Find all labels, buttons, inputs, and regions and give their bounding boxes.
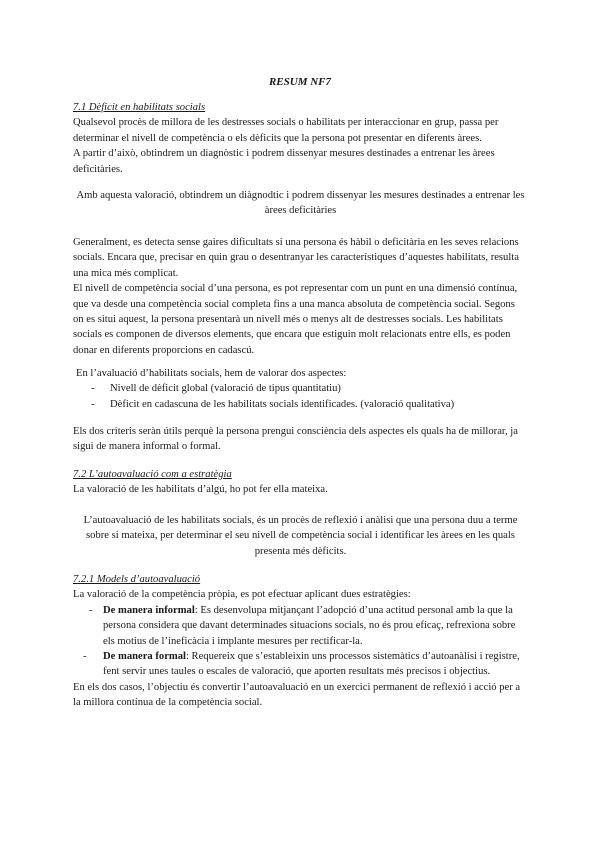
strategies-list bbox=[73, 603, 528, 680]
paragraph: La valoració de les habilitats d’algú, ho pot fer ella mateixa. bbox=[73, 484, 328, 496]
list-marker: - bbox=[83, 651, 87, 663]
highlight-quote: L’autoavaluació de les habilitats socials, és un procès de reflexió i anàlisi que una persona duu a terme sobre si mateixa, per determinar el seu nivell de competència social i identificar les àrees en les quals presenta més dèficits. bbox=[83, 515, 518, 557]
document-title: RESUM NF7 bbox=[268, 76, 332, 88]
paragraph-block bbox=[73, 235, 528, 358]
paragraph: En els dos casos, l’objectiu és convertir l’autoavaluació en un exercici permanent de reflexió i acció per a la millora contínua de la competència social. bbox=[73, 681, 521, 709]
list-marker: - bbox=[89, 604, 93, 616]
section-heading: 7.2.1 Models d’autoavaluació bbox=[73, 574, 201, 585]
paragraph: Generalment, es detecta sense gaires dificultats si una persona és hàbil o deficitària en les seves relacions socials. Encara que, precisar en quin grau o desentranyar les característiques d’aquestes habilitats, resulta una mica més complicat. bbox=[73, 237, 519, 279]
paragraph: A partir d’això, obtindrem un diagnòstic i podrem dissenyar mesures destinades a entrenar les àrees deficitàries. bbox=[73, 148, 495, 175]
list-item: - Dèficit en cadascuna de les habilitats socials identificades. (valoració qualitativa) bbox=[73, 397, 528, 412]
aspects-block bbox=[73, 366, 528, 412]
strategy-term: De manera formal bbox=[103, 651, 186, 663]
paragraph: Qualsevol procès de millora de les destresses socials o habilitats per interaccionar en grup, passa per determinar el nivell de competència o els dèficits que la persona pot presentar en diferents àrees. bbox=[73, 117, 499, 144]
aspects-list bbox=[73, 381, 528, 412]
paragraph-block bbox=[73, 424, 528, 455]
section-deficit bbox=[73, 100, 528, 177]
list-item: - De manera informal: Es desenvolupa mitjançant l’adopció d’una actitud personal amb la que la persona considera que davant determinades situacions socials, no és prou eficaç, refrexiona sobre els motius de l’ineficàcia i implante mesures per rectificar-la. bbox=[89, 604, 516, 647]
list-marker: - bbox=[91, 383, 95, 395]
paragraph: Els dos criteris seràn útils perquè la persona prengui consciència dels aspectes els quals ha de millorar, ja sigui de manera informal o formal. bbox=[73, 426, 518, 453]
list-marker: - bbox=[91, 398, 95, 410]
list-item: - Nivell de dèficit global (valoració de tipus quantitatiu) bbox=[73, 381, 528, 396]
paragraph: El nivell de competència social d’una persona, es pot representar com un punt en una dimensió contínua, que va desde una competència social completa fins a una manca absoluta de competència social. Segons on es situi aquest, la persona presentarà un nivell més o menys alt de destresses socials. Les habilitats socials es componen de diversos elements, que encara que estiguin molt relacionats entre ells, es poden donar en diferents proporcions en cadascú. bbox=[73, 283, 518, 356]
section-heading: 7.1 Dèficit en habilitats socials bbox=[73, 102, 206, 113]
list-item: - De manera formal: Requereix que s’estableixin uns processos sistemàtics d’autoanàlisi i registre, fent servir unes taules o escales de valoració, que aporten resultats més precisos i objectius. bbox=[83, 651, 520, 678]
highlight-quote: Amb aquesta valoració, obtindrem un diàgnodtic i podrem dissenyar les mesures destinades a entrenar les àrees deficitàries bbox=[76, 190, 525, 217]
section-heading: 7.2 L’autoavaluació com a estratègia bbox=[73, 469, 232, 480]
strategy-term: De manera informal bbox=[103, 604, 195, 616]
paragraph: La valoració de la competència pròpia, es pot efectuar aplicant dues estratègies: bbox=[73, 589, 411, 601]
section-autoavaluacio bbox=[73, 467, 528, 498]
paragraph: En l’avaluació d’habilitats socials, hem de valorar dos aspectes: bbox=[76, 368, 347, 379]
section-models bbox=[73, 572, 528, 711]
